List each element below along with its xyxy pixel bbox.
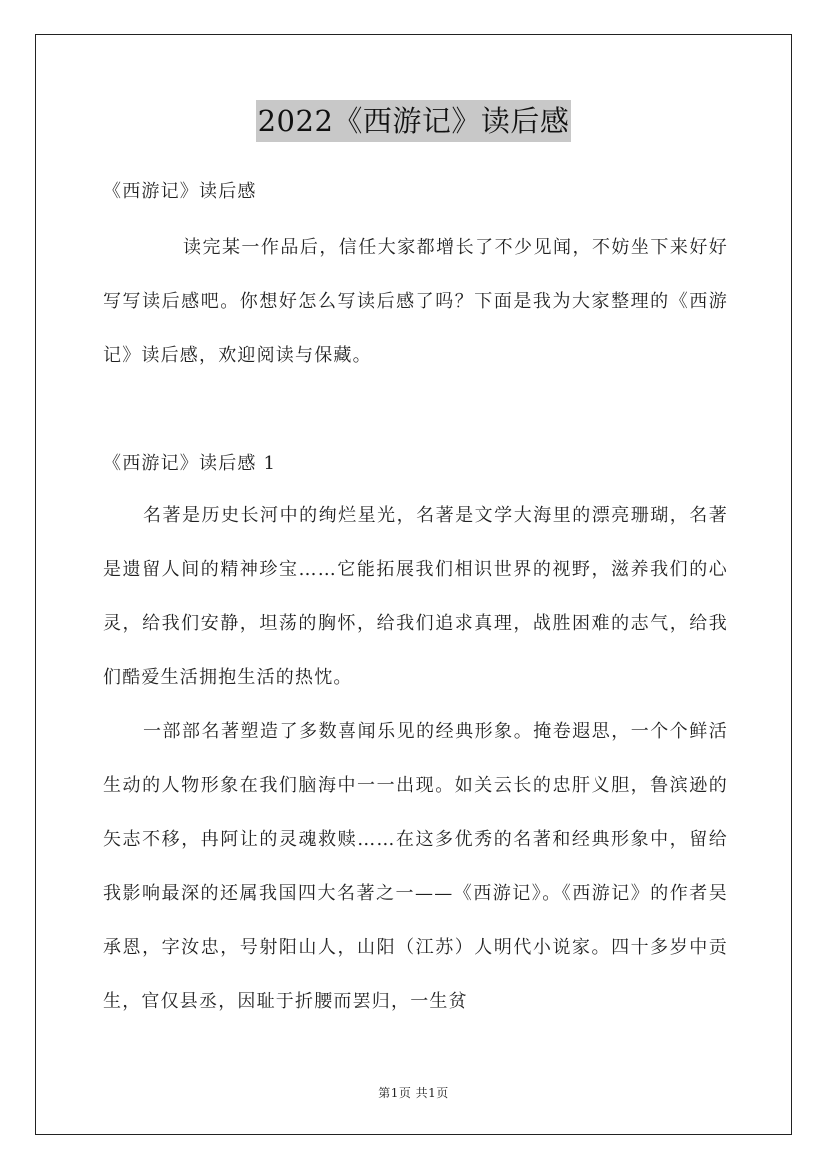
page-footer: 第1页 共1页: [378, 1086, 449, 1100]
document-body-top: [103, 180, 728, 204]
document-subtitle: 《西游记》读后感: [103, 181, 257, 202]
document-title-text: 2022《西游记》读后感: [256, 100, 572, 142]
intro-paragraph: 读完某一作品后，信任大家都增长了不少见闻，不妨坐下来好好写写读后感吧。你想好怎么写读后感了吗？下面是我为大家整理的《西游记》读后感，欢迎阅读与保藏。: [103, 237, 728, 366]
body-paragraph: 一部部名著塑造了多数喜闻乐见的经典形象。掩卷遐思，一个个鲜活生动的人物形象在我们脑海中一一出现。如关云长的忠肝义胆，鲁滨逊的矢志不移，冉阿让的灵魂救赎……在这多优秀的名著和经典形象中，留给我影响最深的还属我国四大名著之一——《西游记》。《西游记》的作者吴承恩，字汝忠，号射阳山人，山阳（江苏）人明代小说家。四十多岁中贡生，官仅县丞，因耻于折腰而罢归，一生贫: [103, 721, 728, 1012]
section-heading: 《西游记》读后感 1: [103, 453, 277, 474]
body-paragraph: 名著是历史长河中的绚烂星光，名著是文学大海里的漂亮珊瑚，名著是遗留人间的精神珍宝……它能拓展我们相识世界的视野，滋养我们的心灵，给我们安静，坦荡的胸怀，给我们追求真理，战胜困难的志气，给我们酷爱生活拥抱生活的热忱。: [103, 505, 728, 688]
document-title: [0, 100, 827, 144]
section-heading-block: [103, 452, 728, 476]
intro-block: [103, 221, 728, 383]
section-body: [103, 489, 728, 1029]
